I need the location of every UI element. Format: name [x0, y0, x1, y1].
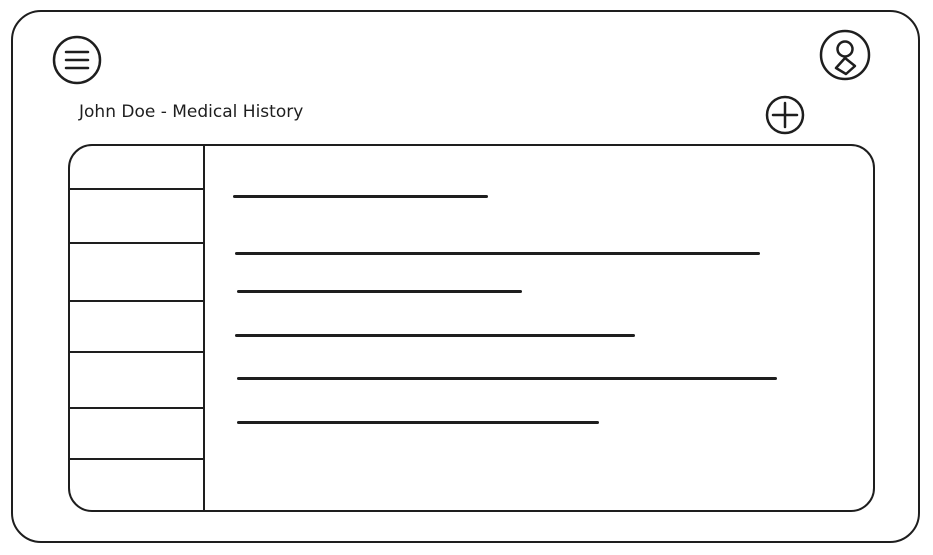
content-placeholder-line [237, 377, 777, 380]
content-placeholder-line [237, 290, 522, 293]
divider [70, 458, 203, 460]
page-title: John Doe - Medical History [79, 102, 304, 122]
plus-circle-icon [764, 94, 806, 136]
sidebar-item[interactable] [70, 146, 203, 190]
menu-button[interactable] [50, 33, 104, 87]
sidebar-item[interactable] [70, 353, 203, 409]
history-sidebar [70, 146, 205, 510]
content-placeholder-line [235, 334, 635, 337]
sidebar-item[interactable] [70, 190, 203, 244]
sidebar-item[interactable] [70, 302, 203, 353]
profile-button[interactable] [818, 28, 872, 82]
content-placeholder-line [235, 252, 760, 255]
medical-history-panel [68, 144, 875, 512]
user-profile-icon [818, 28, 872, 82]
add-record-button[interactable] [764, 94, 806, 136]
sidebar-item[interactable] [70, 409, 203, 460]
hamburger-menu-icon [50, 33, 104, 87]
sidebar-item[interactable] [70, 244, 203, 302]
content-placeholder-line [233, 195, 488, 198]
content-placeholder-line [237, 421, 599, 424]
